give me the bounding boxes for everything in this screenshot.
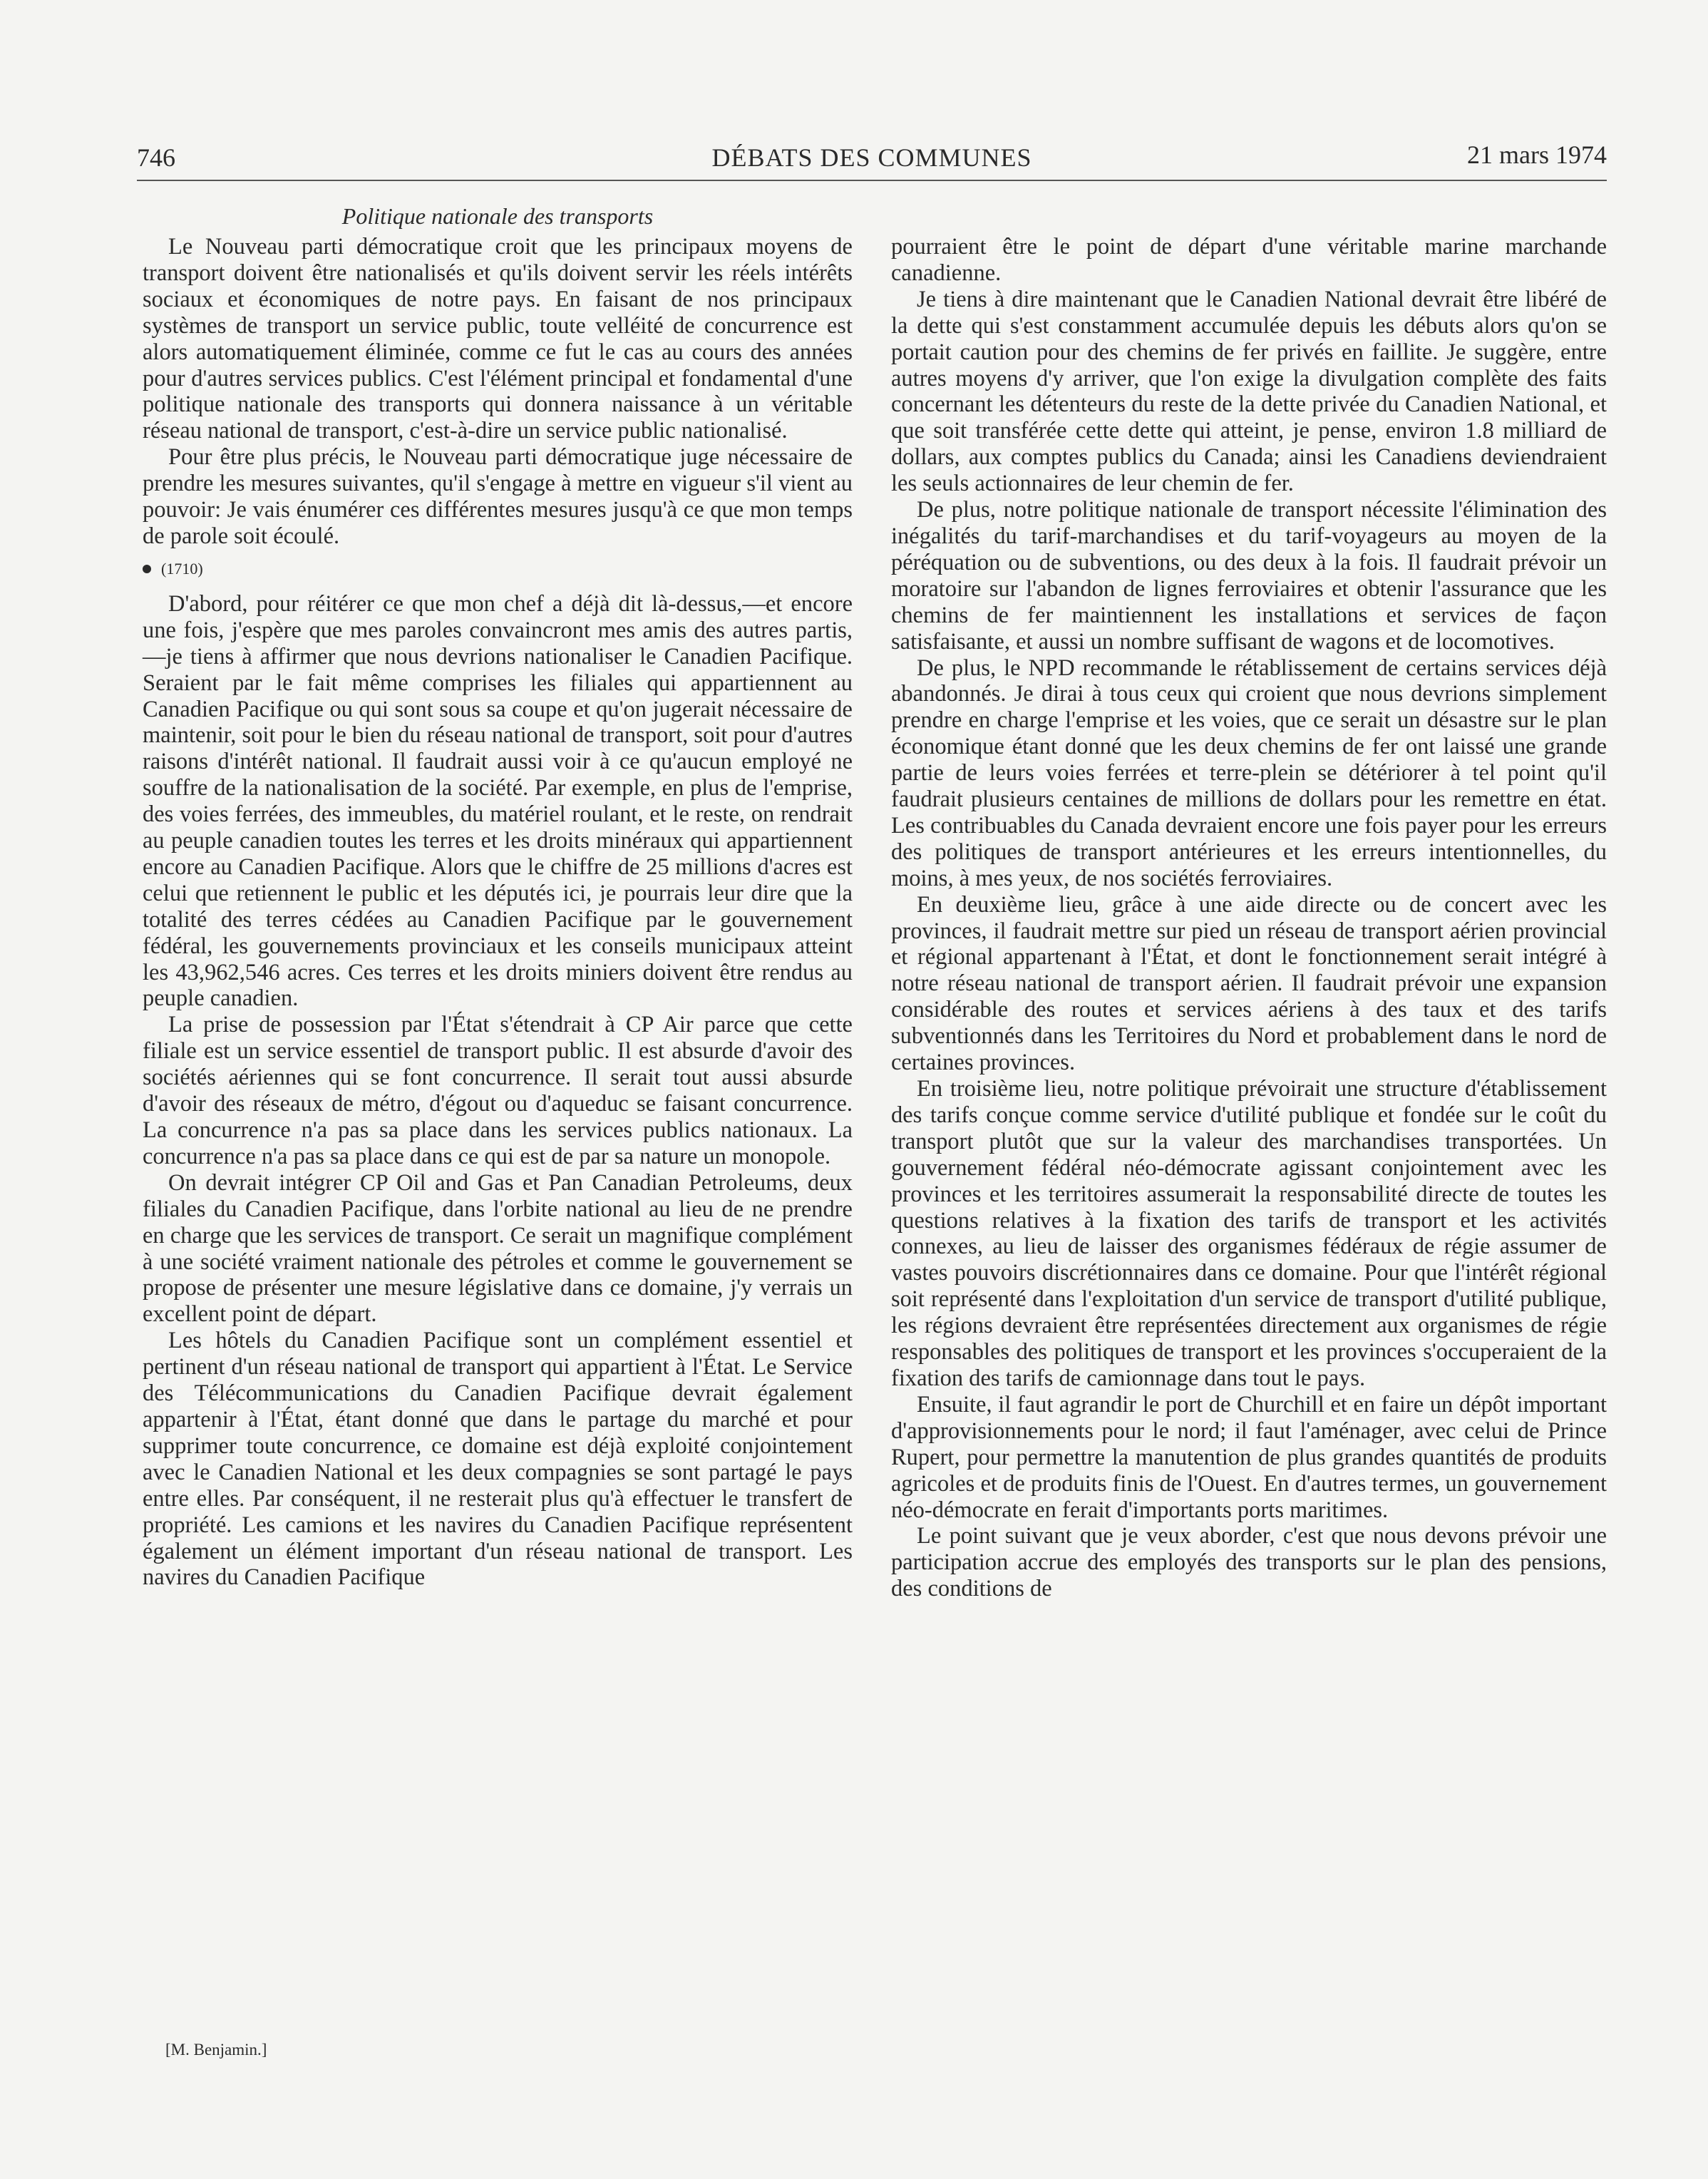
page-header [137,140,1607,181]
paragraph: Pour être plus précis, le Nouveau parti démocratique juge nécessaire de prendre les mesures suivantes, qu'il s'engage à mettre en vigueur s'il vient au pouvoir: Je vais énumérer ces différentes mesures jusqu'à ce que mon temps de parole soit écoulé. [143,444,853,549]
section-title: Politique nationale des transports [341,203,654,229]
paragraph: On devrait intégrer CP Oil and Gas et Pan Canadian Petroleums, deux filiales du Canadien Pacifique, dans l'orbite national au lieu de ne prendre en charge que les services de transport. Ce serait un magnifique complément à une société vraiment nationale des pétroles et comme le gouvernement se propose de présenter une mesure législative dans ce domaine, j'y verrais un excellent point de départ. [143,1169,853,1328]
paragraph: En deuxième lieu, grâce à une aide directe ou de concert avec les provinces, il faudrait mettre sur pied un réseau de transport aérien provincial et régional appartenant à l'État, et dont le fonctionnement serait intégré à notre réseau national de transport aérien. Il faudrait prévoir une expansion considérable des routes et services aériens à des taux et des tarifs subventionnés dans les Territoires du Nord et probablement dans le nord de certaines provinces. [891,891,1607,1076]
page-date: 21 mars 1974 [1467,140,1607,169]
paragraph: Je tiens à dire maintenant que le Canadien National devrait être libéré de la dette qui s'est constamment accumulée depuis les débuts alors qu'on se portait caution pour des chemins de fer privés en faillite. Je suggère, entre autres moyens d'y arriver, que l'on exige la divulgation complète des faits concernant les détenteurs du reste de la dette privée du Canadien National, et que soit transférée cette dette qui atteint, je pense, environ 1.8 milliard de dollars, aux comptes publics du Canada; ainsi les Canadiens deviendraient les seuls actionnaires de leur chemin de fer. [891,286,1607,497]
publication-title: DÉBATS DES COMMUNES [711,143,1032,172]
paragraph: De plus, notre politique nationale de transport nécessite l'élimination des inégalités du tarif-marchandises et du tarif-voyageurs au moyen de la péréquation ou de subventions, ou des deux à la fois. Il faudrait prévoir un moratoire sur l'abandon de lignes ferroviaires et obtenir l'assurance que les chemins de fer maintiennent les installations et services de façon satisfaisante, et aussi un nombre suffisant de wagons et de locomotives. [891,497,1607,655]
left-column [143,202,853,1591]
paragraph: D'abord, pour réitérer ce que mon chef a déjà dit là-dessus,—et encore une fois, j'espère que mes paroles convaincront mes amis des autres partis,—je tiens à affirmer que nous devrions nationaliser le Canadien Pacifique. Seraient par le fait même comprises les filiales qui appartiennent au Canadien Pacifique ou qui sont sous sa coupe et qu'on jugerait nécessaire de maintenir, soit pour le bien du réseau national de transport, soit pour d'autres raisons d'intérêt national. Il faudrait aussi voir à ce qu'aucun employé ne souffre de la nationalisation de la société. Par exemple, en plus de l'emprise, des voies ferrées, des immeubles, du matériel roulant, et le reste, on rendrait au peuple canadien toutes les terres et les droits minéraux qui appartiennent encore au Canadien Pacifique. Alors que le chiffre de 25 millions d'acres est celui que retiennent le public et les députés ici, je pourrais leur dire que la totalité des terres cédées au Canadien Pacifique par le gouvernement fédéral, les gouvernements provinciaux et les conseils municipaux atteint les 43,962,546 acres. Ces terres et les droits miniers doivent être rendus au peuple canadien. [143,590,853,1012]
time-marker [143,558,853,580]
paragraph: De plus, le NPD recommande le rétablissement de certains services déjà abandonnés. Je dirai à tous ceux qui croient que nous devrions simplement prendre en charge l'emprise et les voies, que ce serait un désastre sur le plan économique étant donné que les deux chemins de fer ont laissé une grande partie de leurs voies ferrées et terre-plein se détériorer à tel point qu'il faudrait plusieurs centaines de millions de dollars pour les remettre en état. Les contribuables du Canada devraient encore une fois payer pour les erreurs des politiques de transport antérieures et les erreurs intentionnelles, du moins, à mes yeux, de nos sociétés ferroviaires. [891,655,1607,891]
paragraph: Les hôtels du Canadien Pacifique sont un complément essentiel et pertinent d'un réseau national de transport qui appartient à l'État. Le Service des Télécommunications du Canadien Pacifique devrait également appartenir à l'État, étant donné que dans le partage du marché et pour supprimer toute concurrence, ce domaine est déjà exploité conjointement avec le Canadien National et les deux compagnies se sont partagé le pays entre elles. Par conséquent, il ne resterait plus qu'à effectuer le transfert de propriété. Les camions et les navires du Canadien Pacifique représentent également un élément important d'un réseau national de transport. Les navires du Canadien Pacifique [143,1328,853,1591]
paragraph: Le point suivant que je veux aborder, c'est que nous devons prévoir une participation accrue des employés des transports sur le plan des pensions, des conditions de [891,1523,1607,1602]
right-column [891,234,1607,1602]
speaker-attribution: [M. Benjamin.] [165,2041,267,2058]
time-marker-label: (1710) [161,559,203,578]
page-number: 746 [137,143,175,172]
paragraph: Le Nouveau parti démocratique croit que les principaux moyens de transport doivent être nationalisés et qu'ils doivent servir les réels intérêts sociaux et économiques de notre pays. En faisant de nos principaux systèmes de transport un service public, toute velléité de concurrence est alors automatiquement éliminée, comme ce fut le cas au cours des années pour d'autres services publics. C'est l'élément principal et fondamental d'une politique nationale des transports qui donnera naissance à un véritable réseau national de transport, c'est-à-dire un service public nationalisé. [143,234,853,444]
bullet-icon [143,565,151,573]
paragraph: En troisième lieu, notre politique prévoirait une structure d'établissement des tarifs conçue comme service d'utilité publique et fondée sur le coût du transport plutôt que sur la valeur des marchandises transportées. Un gouvernement fédéral néo-démocrate agissant conjointement avec les provinces et les territoires assumerait la responsabilité directe de toutes les questions relatives à la fixation des tarifs de transport et les activités connexes, au lieu de laisser des organismes fédéraux de régie assumer de vastes pouvoirs discrétionnaires dans ce domaine. Pour que l'intérêt régional soit représenté dans l'exploitation d'un service de transport d'utilité publique, les régions devraient être représentées directement aux organismes de régie responsables des politiques de transport et les provinces s'occuperaient de la fixation des tarifs de camionnage dans tout le pays. [891,1076,1607,1391]
paragraph: Ensuite, il faut agrandir le port de Churchill et en faire un dépôt important d'approvisionnements pour le nord; il faut l'aménager, avec celui de Prince Rupert, pour permettre la manutention de plus grandes quantités de produits agricoles et de produits finis de l'Ouest. En d'autres termes, un gouvernement néo-démocrate en ferait d'importants ports maritimes. [891,1391,1607,1523]
paragraph: pourraient être le point de départ d'une véritable marine marchande canadienne. [891,234,1607,286]
paragraph: La prise de possession par l'État s'étendrait à CP Air parce que cette filiale est un service essentiel de transport public. Il est absurde d'avoir des sociétés aériennes qui se font concurrence. Il serait tout aussi absurde d'avoir des réseaux de métro, d'égout ou d'aqueduc se faisant concurrence. La concurrence n'a pas sa place dans les services publics nationaux. La concurrence n'a pas sa place dans ce qui est de par sa nature un monopole. [143,1012,853,1169]
